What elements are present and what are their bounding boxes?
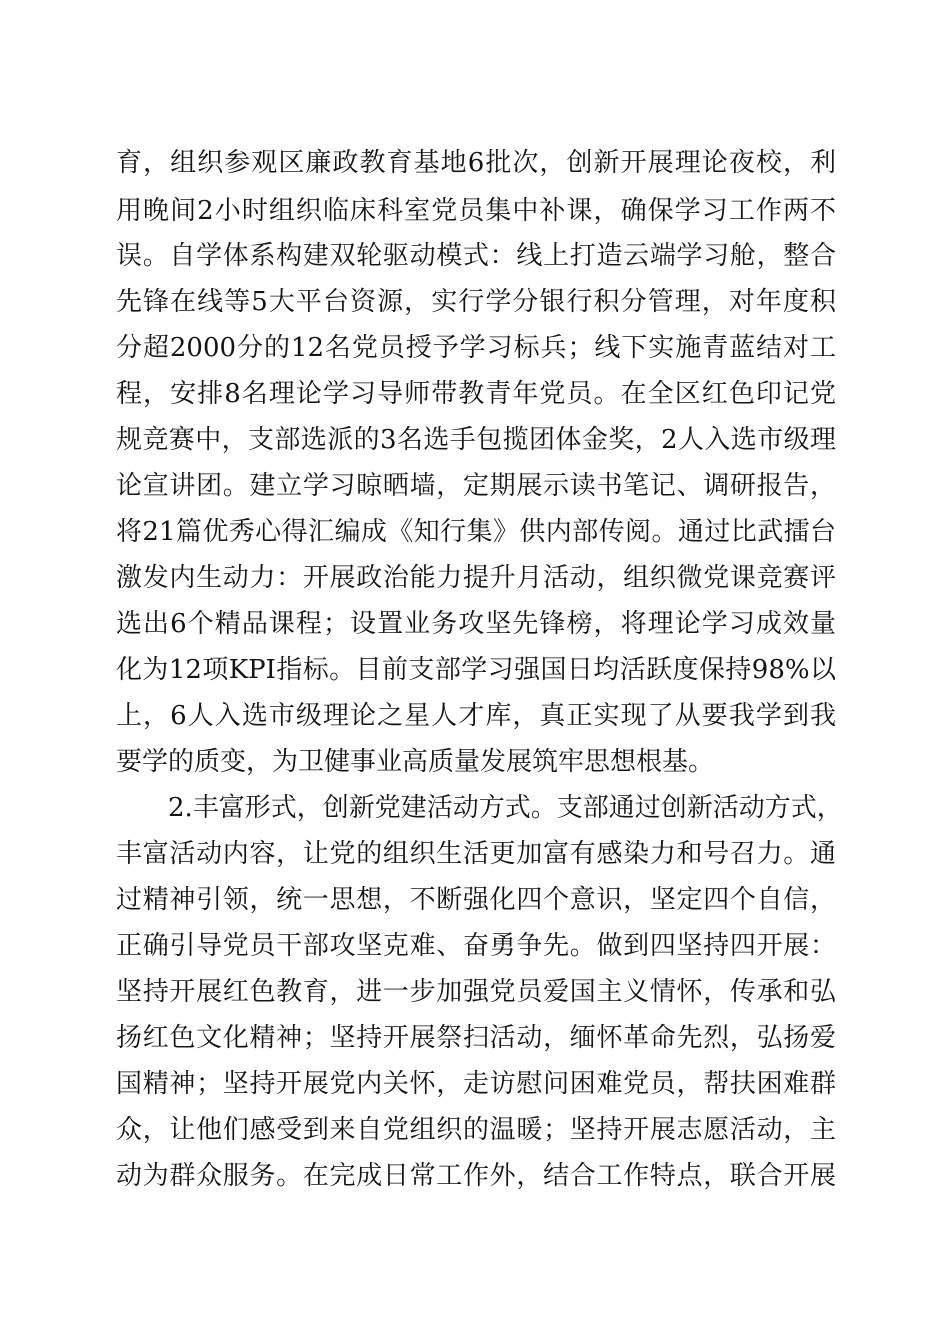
paragraph-1-line: 论宣讲团。建立学习晾晒墙，定期展示读书笔记、调研报告， (116, 471, 836, 501)
paragraph-1-line: 程，安排8名理论学习导师带教青年党员。在全区红色印记党 (116, 379, 836, 409)
paragraph-1-line: 先锋在线等5大平台资源，实行学分银行积分管理，对年度积 (116, 287, 836, 317)
paragraph-1-line: 将21篇优秀心得汇编成《知行集》供内部传阅。通过比武擂台 (116, 517, 836, 547)
paragraph-1-line: 育，组织参观区廉政教育基地6批次，创新开展理论夜校，利 (116, 148, 836, 178)
paragraph-1-line: 要学的质变，为卫健事业高质量发展筑牢思想根基。 (116, 747, 715, 777)
paragraph-2-line: 扬红色文化精神；坚持开展祭扫活动，缅怀革命先烈，弘扬爱 (116, 1023, 836, 1053)
paragraph-2-line: 国精神；坚持开展党内关怀，走访慰问困难党员，帮扶困难群 (116, 1069, 836, 1099)
paragraph-2-line: 过精神引领，统一思想，不断强化四个意识，坚定四个自信， (116, 885, 836, 915)
paragraph-2-line: 坚持开展红色教育，进一步加强党员爱国主义情怀，传承和弘 (116, 977, 836, 1007)
paragraph-1-line: 化为12项KPI指标。目前支部学习强国日均活跃度保持98%以 (116, 655, 836, 685)
paragraph-2-line: 动为群众服务。在完成日常工作外，结合工作特点，联合开展 (116, 1161, 836, 1191)
paragraph-1-line: 分超2000分的12名党员授予学习标兵；线下实施青蓝结对工 (116, 333, 836, 363)
paragraph-1-line: 上，6人入选市级理论之星人才库，真正实现了从要我学到我 (116, 701, 836, 731)
paragraph-1-line: 误。自学体系构建双轮驱动模式：线上打造云端学习舱，整合 (116, 241, 836, 271)
paragraph-1-line: 选出6个精品课程；设置业务攻坚先锋榜，将理论学习成效量 (116, 609, 836, 639)
paragraph-1-line: 激发内生动力：开展政治能力提升月活动，组织微党课竞赛评 (116, 563, 836, 593)
paragraph-1-line: 规竞赛中，支部选派的3名选手包揽团体金奖，2人入选市级理 (116, 425, 836, 455)
paragraph-2-line: 正确引导党员干部攻坚克难、奋勇争先。做到四坚持四开展： (116, 931, 836, 961)
paragraph-2-line: 2.丰富形式，创新党建活动方式。支部通过创新活动方式， (168, 793, 843, 823)
paragraph-2-line: 众，让他们感受到来自党组织的温暖；坚持开展志愿活动，主 (116, 1115, 836, 1145)
paragraph-2-line: 丰富活动内容，让党的组织生活更加富有感染力和号召力。通 (116, 839, 836, 869)
paragraph-1-line: 用晚间2小时组织临床科室党员集中补课，确保学习工作两不 (116, 196, 836, 226)
